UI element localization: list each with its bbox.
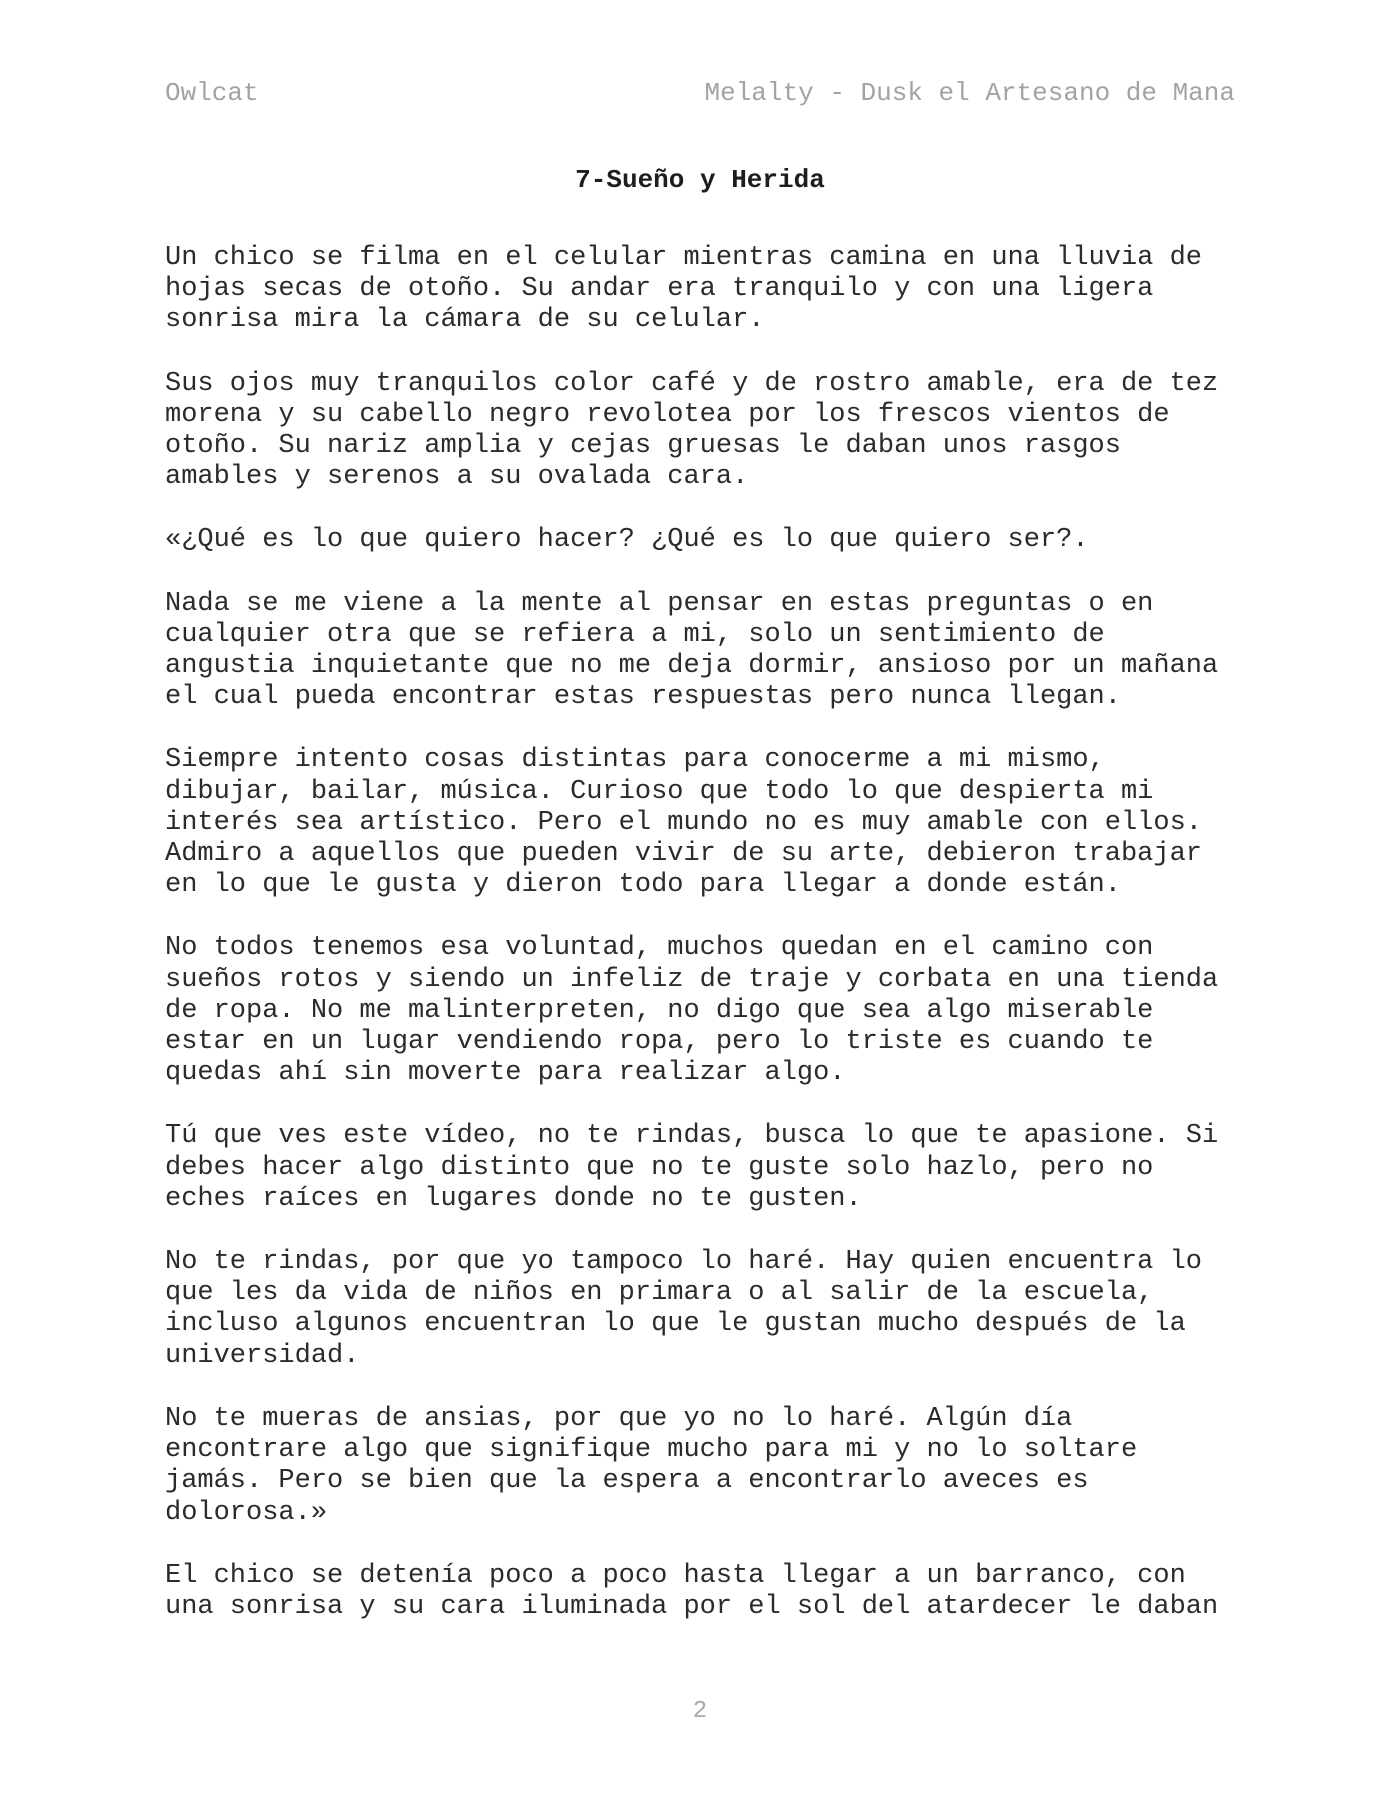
text-line: incluso algunos encuentran lo que le gustan mucho después de la (165, 1309, 1186, 1340)
text-line: No todos tenemos esa voluntad, muchos quedan en el camino con (165, 933, 1154, 964)
text-line: morena y su cabello negro revolotea por los frescos vientos de (165, 399, 1170, 430)
text-line: universidad. (165, 1340, 360, 1371)
text-line: quedas ahí sin moverte para realizar algo. (165, 1058, 846, 1089)
paragraph (165, 369, 1275, 494)
text-line: No te rindas, por que yo tampoco lo haré. Hay quien encuentra lo (165, 1247, 1202, 1278)
text-line: «¿Qué es lo que quiero hacer? ¿Qué es lo que quiero ser?. (165, 525, 1089, 556)
paragraph (165, 525, 1275, 556)
text-line: interés sea artístico. Pero el mundo no es muy amable con ellos. (165, 807, 1202, 838)
body-text (165, 243, 1275, 1655)
text-line: dolorosa.» (165, 1497, 328, 1528)
text-line: Tú que ves este vídeo, no te rindas, busca lo que te apasione. Si (165, 1121, 1219, 1152)
running-header (165, 78, 1235, 108)
text-line: Admiro a aquellos que pueden vivir de su arte, debieron trabajar (165, 839, 1202, 870)
text-line: en lo que le gusta y dieron todo para llegar a donde están. (165, 870, 1121, 901)
header-book-title: Melalty - Dusk el Artesano de Mana (704, 78, 1235, 108)
text-line: Sus ojos muy tranquilos color café y de rostro amable, era de tez (165, 368, 1219, 399)
text-line: estar en un lugar vendiendo ropa, pero lo triste es cuando te (165, 1027, 1154, 1058)
text-line: encontrare algo que signifique mucho para mi y no lo soltare (165, 1435, 1138, 1466)
page-number: 2 (692, 1698, 708, 1725)
text-line: de ropa. No me malinterpreten, no digo que sea algo miserable (165, 995, 1154, 1026)
text-line: Siempre intento cosas distintas para conocerme a mi mismo, (165, 745, 1105, 776)
text-line: una sonrisa y su cara iluminada por el sol del atardecer le daban (165, 1591, 1219, 1622)
text-line: amables y serenos a su ovalada cara. (165, 462, 749, 493)
paragraph (165, 1404, 1275, 1529)
text-line: Un chico se filma en el celular mientras camina en una lluvia de (165, 243, 1202, 273)
text-line: cualquier otra que se refiera a mi, solo un sentimiento de (165, 619, 1105, 650)
text-line: sueños rotos y siendo un infeliz de traje y corbata en una tienda (165, 964, 1219, 995)
text-line: angustia inquietante que no me deja dormir, ansioso por un mañana (165, 651, 1219, 682)
paragraph (165, 1561, 1275, 1623)
chapter-title: 7-Sueño y Herida (575, 165, 825, 195)
text-line: Nada se me viene a la mente al pensar en estas preguntas o en (165, 588, 1154, 619)
paragraph (165, 1121, 1275, 1215)
text-line: debes hacer algo distinto que no te guste solo hazlo, pero no (165, 1152, 1154, 1183)
text-line: sonrisa mira la cámara de su celular. (165, 305, 765, 336)
paragraph (165, 589, 1275, 714)
paragraph (165, 745, 1275, 901)
paragraph (165, 933, 1275, 1089)
text-line: El chico se detenía poco a poco hasta llegar a un barranco, con (165, 1560, 1186, 1591)
text-line: dibujar, bailar, música. Curioso que todo lo que despierta mi (165, 776, 1154, 807)
text-line: No te mueras de ansias, por que yo no lo haré. Algún día (165, 1403, 1073, 1434)
text-line: eches raíces en lugares donde no te gusten. (165, 1183, 862, 1214)
text-line: hojas secas de otoño. Su andar era tranquilo y con una ligera (165, 274, 1154, 305)
paragraph (165, 1247, 1275, 1372)
paragraph (165, 243, 1275, 337)
text-line: otoño. Su nariz amplia y cejas gruesas le daban unos rasgos (165, 431, 1121, 462)
text-line: jamás. Pero se bien que la espera a encontrarlo aveces es (165, 1466, 1089, 1497)
header-author: Owlcat (165, 78, 259, 108)
text-line: el cual pueda encontrar estas respuestas pero nunca llegan. (165, 682, 1121, 713)
text-line: que les da vida de niños en primara o al salir de la escuela, (165, 1278, 1154, 1309)
